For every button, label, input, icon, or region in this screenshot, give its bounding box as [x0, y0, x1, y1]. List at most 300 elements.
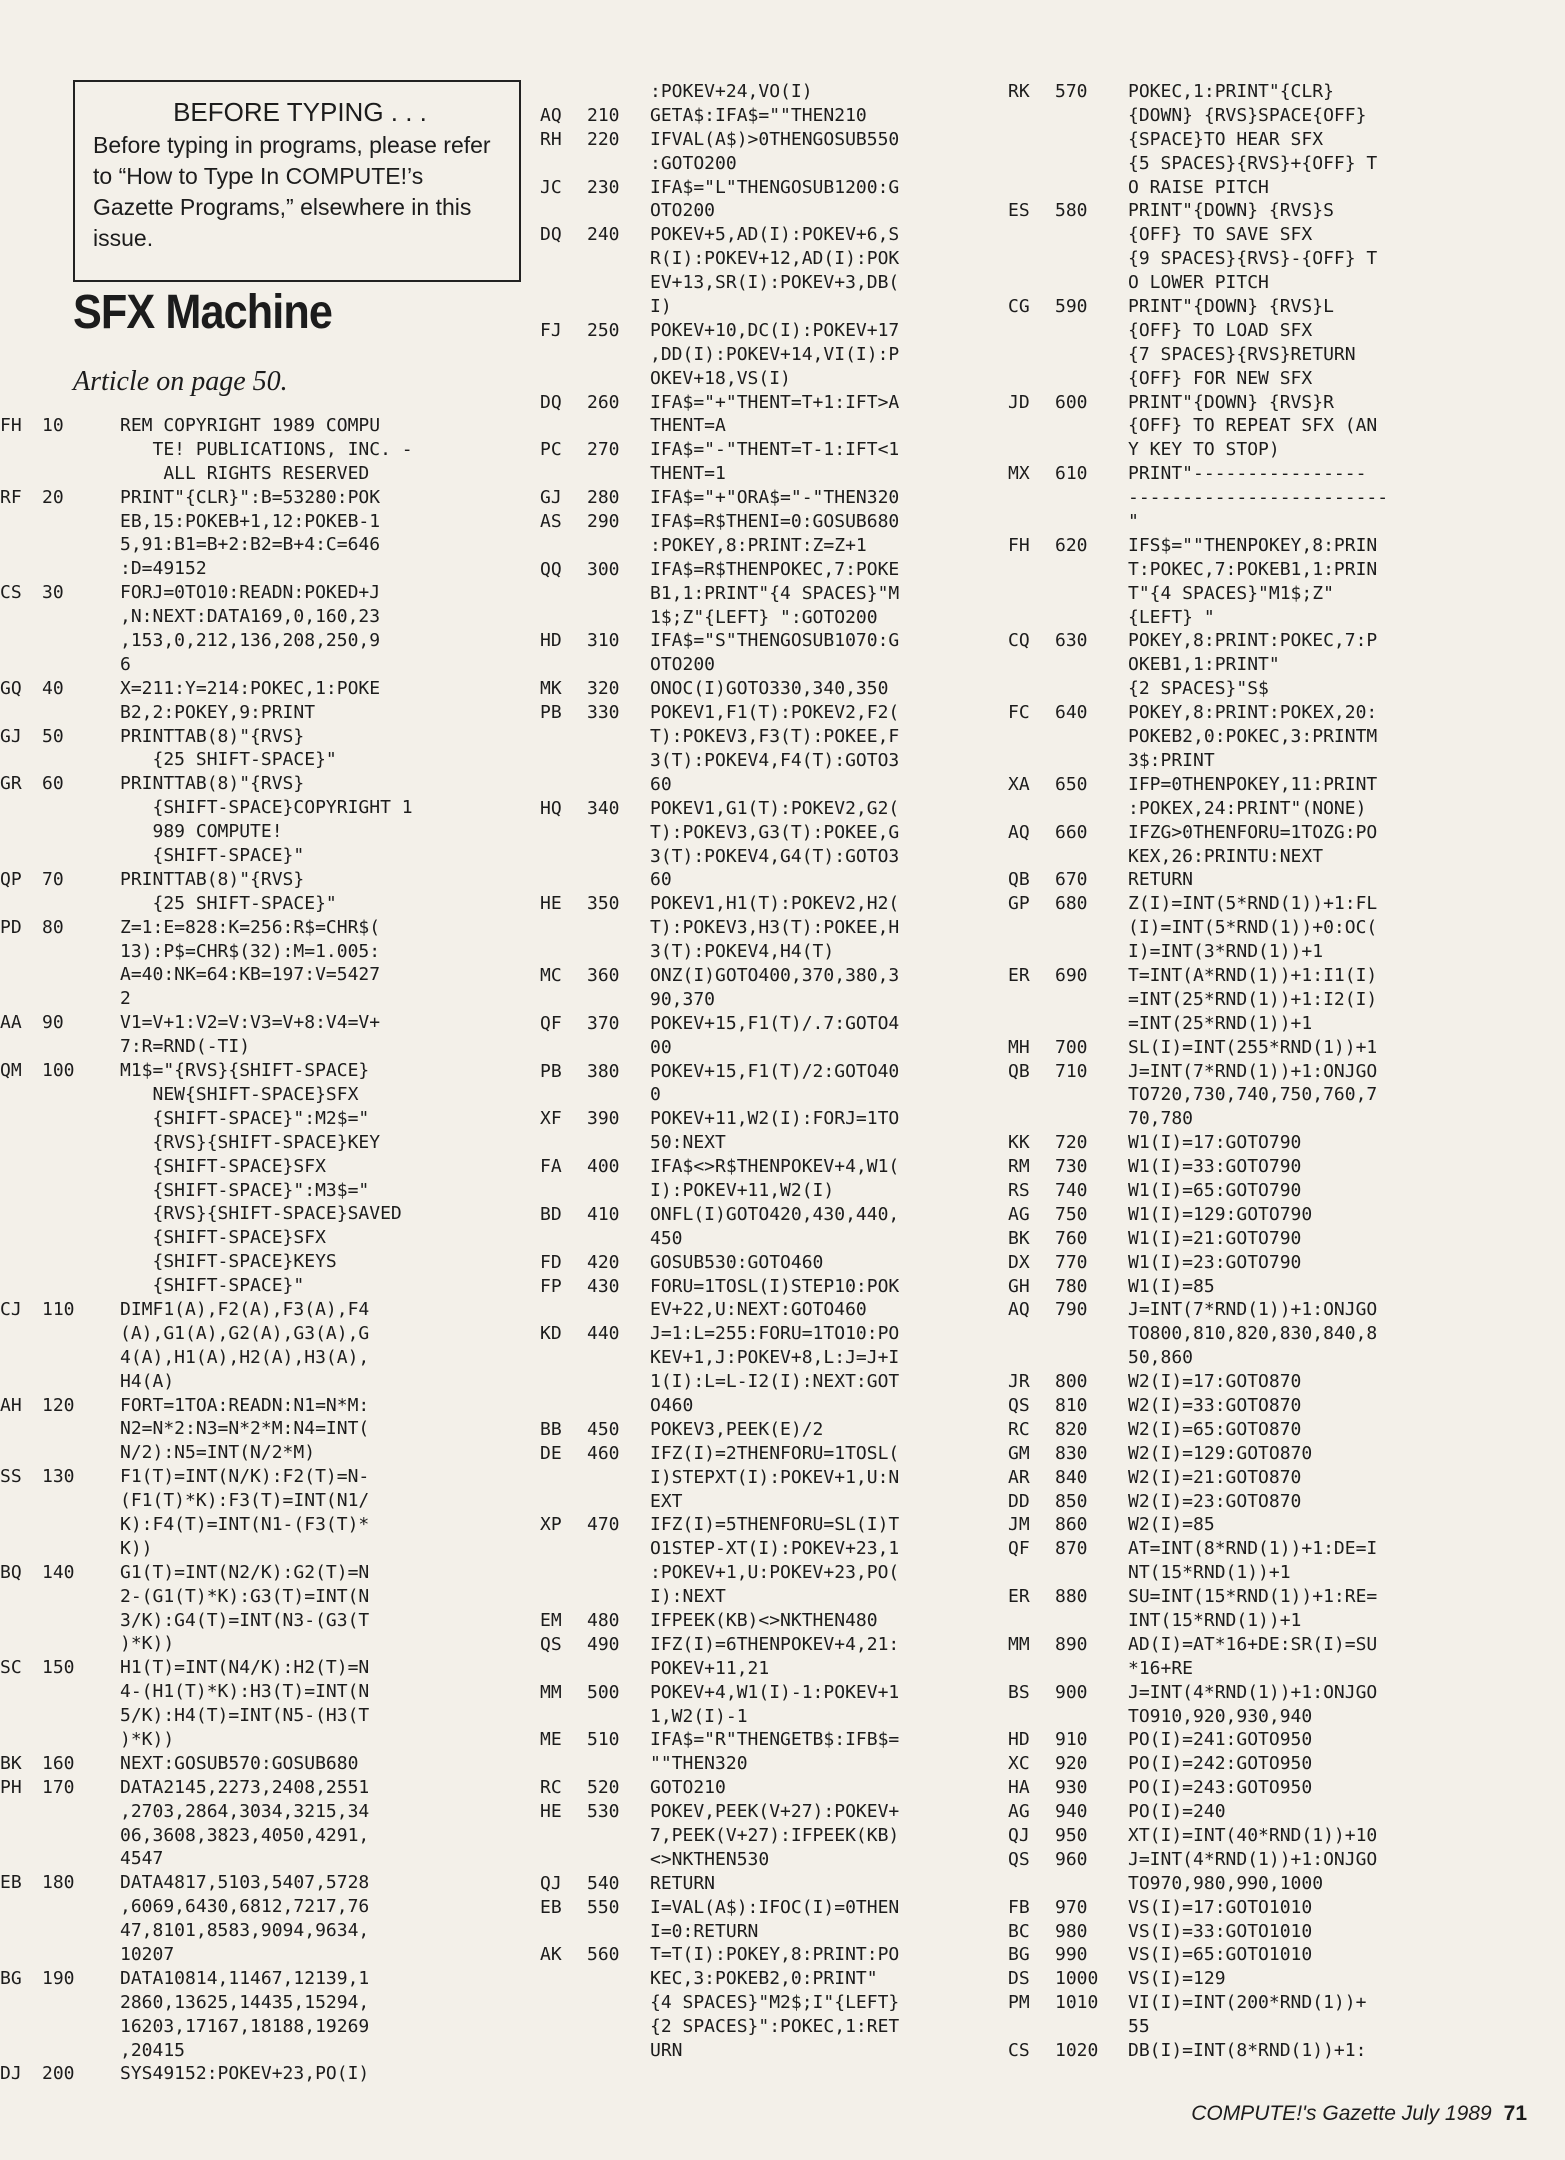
code-line — [1008, 988, 1565, 1012]
code-line — [540, 821, 1008, 845]
code-line — [1008, 1060, 1565, 1084]
line-number: 820 — [1055, 1418, 1088, 1440]
checksum-tag: EM — [540, 1610, 562, 1631]
code-line — [540, 629, 1008, 653]
code-text: PRINT"{DOWN} {RVS}L — [1128, 296, 1334, 318]
code-text: IFP=0THENPOKEY,11:PRINT — [1128, 773, 1378, 795]
code-line — [0, 844, 540, 868]
line-number: 740 — [1055, 1179, 1088, 1201]
code-text: (F1(T)*K):F3(T)=INT(N1/ — [120, 1490, 370, 1512]
code-listing — [0, 414, 540, 2086]
code-line — [0, 1370, 540, 1394]
code-line — [0, 940, 540, 964]
code-line — [0, 1585, 540, 1609]
code-line — [0, 868, 540, 892]
code-line — [0, 2039, 540, 2063]
code-line — [540, 797, 1008, 821]
line-number: 810 — [1055, 1394, 1088, 1416]
code-line — [540, 1346, 1008, 1370]
code-line — [540, 1466, 1008, 1490]
code-line — [0, 1250, 540, 1274]
line-number: 230 — [587, 176, 620, 198]
line-number: 480 — [587, 1610, 620, 1631]
code-line — [540, 1920, 1008, 1944]
code-text: 50,860 — [1128, 1347, 1194, 1369]
code-line — [540, 1943, 1008, 1967]
code-line — [540, 1824, 1008, 1848]
code-line — [1008, 414, 1565, 438]
code-line — [0, 1991, 540, 2015]
code-text: {DOWN} {RVS}SPACE{OFF} — [1128, 104, 1367, 126]
code-line — [1008, 1251, 1565, 1275]
code-text: VS(I)=33:GOTO1010 — [1128, 1920, 1313, 1942]
code-line — [540, 1896, 1008, 1920]
code-line — [1008, 1394, 1565, 1418]
code-line — [540, 2039, 1008, 2063]
line-number: 640 — [1055, 702, 1088, 724]
code-line — [540, 773, 1008, 797]
line-number: 80 — [42, 916, 64, 938]
checksum-tag: MH — [1008, 1036, 1030, 1058]
article-reference: Article on page 50. — [73, 366, 288, 397]
checksum-tag: BS — [1008, 1681, 1030, 1703]
code-text: (I)=INT(5*RND(1))+0:OC( — [1128, 917, 1378, 939]
code-text: ,DD(I):POKEV+14,VI(I):P — [650, 343, 900, 365]
code-text: 7:R=RND(-TI) — [120, 1036, 251, 1058]
code-text: TO970,980,990,1000 — [1128, 1872, 1324, 1894]
code-text: T"{4 SPACES}"M1$;Z" — [1128, 582, 1334, 604]
code-line — [0, 1131, 540, 1155]
checksum-tag: JR — [1008, 1371, 1030, 1393]
code-text: VS(I)=17:GOTO1010 — [1128, 1896, 1313, 1918]
line-number: 160 — [42, 1752, 75, 1774]
code-line — [540, 1370, 1008, 1394]
code-text: EXT — [650, 1490, 683, 1512]
code-text: IFVAL(A$)>0THENGOSUB550 — [650, 128, 900, 150]
code-line — [0, 2015, 540, 2039]
code-text: )*K)) — [120, 1728, 175, 1750]
code-line — [1008, 725, 1565, 749]
line-number: 930 — [1055, 1777, 1088, 1799]
code-line — [0, 772, 540, 796]
code-text: O1STEP-XT(I):POKEV+23,1 — [650, 1538, 900, 1560]
line-number: 390 — [587, 1108, 620, 1130]
code-line — [1008, 1322, 1565, 1346]
code-listing — [1008, 80, 1565, 2063]
code-text: H4(A) — [120, 1370, 175, 1392]
code-text: K):F4(T)=INT(N1-(F3(T)* — [120, 1513, 370, 1535]
checksum-tag: CS — [1008, 2040, 1030, 2062]
code-text: NEW{SHIFT-SPACE}SFX — [120, 1083, 359, 1105]
code-text: I):NEXT — [650, 1586, 726, 1608]
code-line — [1008, 2015, 1565, 2039]
code-text: {SPACE}TO HEAR SFX — [1128, 128, 1324, 150]
code-line — [0, 701, 540, 725]
code-text: {4 SPACES}"M2$;I"{LEFT} — [650, 1992, 900, 2014]
line-number: 260 — [587, 391, 620, 413]
code-line — [0, 1824, 540, 1848]
line-number: 600 — [1055, 391, 1088, 413]
code-text: =INT(25*RND(1))+1 — [1128, 1012, 1313, 1034]
code-text: {9 SPACES}{RVS}-{OFF} T — [1128, 248, 1378, 270]
code-line — [1008, 1513, 1565, 1537]
checksum-tag: FB — [1008, 1896, 1030, 1918]
code-line — [540, 1633, 1008, 1657]
checksum-tag: PD — [0, 916, 22, 938]
checksum-tag: CQ — [1008, 630, 1030, 652]
code-line — [0, 1632, 540, 1656]
code-text: 0 — [650, 1084, 661, 1106]
line-number: 950 — [1055, 1825, 1088, 1847]
checksum-tag: MM — [540, 1681, 562, 1703]
code-text: 60 — [650, 869, 672, 891]
code-line — [1008, 629, 1565, 653]
line-number: 130 — [42, 1466, 75, 1488]
code-text: W2(I)=17:GOTO870 — [1128, 1371, 1302, 1393]
code-text: 70,780 — [1128, 1108, 1194, 1130]
checksum-tag: AG — [1008, 1801, 1030, 1823]
checksum-tag: BQ — [0, 1561, 22, 1583]
checksum-tag: QJ — [1008, 1825, 1030, 1847]
code-line — [540, 1418, 1008, 1442]
line-number: 110 — [42, 1298, 75, 1320]
code-line — [540, 582, 1008, 606]
code-text: {5 SPACES}{RVS}+{OFF} T — [1128, 152, 1378, 174]
code-text: *16+RE — [1128, 1657, 1194, 1679]
code-line — [0, 1704, 540, 1728]
code-text: 60 — [650, 773, 672, 795]
code-text: J=INT(4*RND(1))+1:ONJGO — [1128, 1681, 1378, 1703]
code-line — [1008, 1012, 1565, 1036]
code-line — [1008, 1848, 1565, 1872]
code-line — [1008, 1203, 1565, 1227]
code-text: SL(I)=INT(255*RND(1))+1 — [1128, 1036, 1378, 1058]
code-line — [0, 1537, 540, 1561]
checksum-tag: AK — [540, 1944, 562, 1966]
line-number: 270 — [587, 439, 620, 461]
checksum-tag: MM — [1008, 1633, 1030, 1655]
line-number: 300 — [587, 558, 620, 580]
code-line — [1008, 1752, 1565, 1776]
code-text: W1(I)=85 — [1128, 1275, 1215, 1297]
line-number: 720 — [1055, 1132, 1088, 1154]
code-line — [1008, 176, 1565, 200]
code-line — [0, 1561, 540, 1585]
line-number: 60 — [42, 773, 64, 795]
code-text: 00 — [650, 1036, 672, 1058]
checksum-tag: AQ — [540, 104, 562, 126]
code-line — [1008, 486, 1565, 510]
code-line — [1008, 1155, 1565, 1179]
code-text: NEXT:GOSUB570:GOSUB680 — [120, 1752, 359, 1774]
code-text: ,153,0,212,136,208,250,9 — [120, 630, 381, 652]
checksum-tag: BB — [540, 1418, 562, 1440]
code-line — [1008, 1967, 1565, 1991]
code-line — [540, 1083, 1008, 1107]
code-line — [0, 1322, 540, 1346]
code-text: W2(I)=129:GOTO870 — [1128, 1442, 1313, 1464]
code-line — [540, 1681, 1008, 1705]
code-line — [0, 1919, 540, 1943]
code-line — [540, 343, 1008, 367]
checksum-tag: DQ — [540, 224, 562, 246]
code-text: 90,370 — [650, 988, 716, 1010]
code-text: {OFF} TO SAVE SFX — [1128, 224, 1313, 246]
checksum-tag: HD — [1008, 1729, 1030, 1751]
code-line — [0, 414, 540, 438]
code-line — [540, 1537, 1008, 1561]
code-text: J=INT(7*RND(1))+1:ONJGO — [1128, 1299, 1378, 1321]
code-line — [0, 1274, 540, 1298]
code-line — [1008, 677, 1565, 701]
code-text: POKEY,8:PRINT:POKEC,7:P — [1128, 630, 1378, 652]
code-line — [0, 1298, 540, 1322]
line-number: 120 — [42, 1394, 75, 1416]
code-text: Z(I)=INT(5*RND(1))+1:FL — [1128, 893, 1378, 915]
code-line — [540, 1322, 1008, 1346]
checksum-tag: MK — [540, 678, 562, 700]
code-text: POKEC,1:PRINT"{CLR} — [1128, 81, 1334, 102]
code-text: IFA$="L"THENGOSUB1200:G — [650, 176, 900, 198]
line-number: 510 — [587, 1729, 620, 1751]
code-line — [1008, 1920, 1565, 1944]
code-text: )*K)) — [120, 1633, 175, 1655]
code-text: X=211:Y=214:POKEC,1:POKE — [120, 677, 381, 699]
code-line — [540, 1752, 1008, 1776]
code-line — [540, 845, 1008, 869]
code-text: ONFL(I)GOTO420,430,440, — [650, 1203, 900, 1225]
code-text: DIMF1(A),F2(A),F3(A),F4 — [120, 1298, 370, 1320]
code-text: {25 SHIFT-SPACE}" — [120, 892, 337, 914]
checksum-tag: RC — [1008, 1418, 1030, 1440]
line-number: 960 — [1055, 1848, 1088, 1870]
code-line — [540, 1490, 1008, 1514]
checksum-tag: PB — [540, 1060, 562, 1082]
code-text: {OFF} TO REPEAT SFX (AN — [1128, 415, 1378, 437]
code-line — [1008, 1466, 1565, 1490]
code-line — [1008, 1824, 1565, 1848]
code-text: 1(I):L=L-I2(I):NEXT:GOT — [650, 1371, 900, 1393]
line-number: 940 — [1055, 1801, 1088, 1823]
code-text: T):POKEV3,H3(T):POKEE,H — [650, 917, 900, 939]
code-line — [1008, 223, 1565, 247]
line-number: 30 — [42, 582, 64, 604]
code-text: H1(T)=INT(N4/K):H2(T)=N — [120, 1657, 370, 1679]
code-text: {2 SPACES}"S$ — [1128, 678, 1269, 700]
line-number: 700 — [1055, 1036, 1088, 1058]
checksum-tag: HE — [540, 1801, 562, 1823]
line-number: 220 — [587, 128, 620, 150]
checksum-tag: PB — [540, 702, 562, 724]
line-number: 460 — [587, 1442, 620, 1464]
checksum-tag: KD — [540, 1323, 562, 1345]
code-line — [540, 606, 1008, 630]
line-number: 750 — [1055, 1203, 1088, 1225]
code-line — [540, 749, 1008, 773]
code-text: DATA2145,2273,2408,2551 — [120, 1776, 370, 1798]
code-line — [1008, 2039, 1565, 2063]
checksum-tag: SS — [0, 1466, 22, 1488]
checksum-tag: DD — [1008, 1490, 1030, 1512]
code-text: 47,8101,8583,9094,9634, — [120, 1920, 370, 1942]
code-line — [1008, 271, 1565, 295]
code-line — [540, 80, 1008, 104]
checksum-tag: QS — [1008, 1848, 1030, 1870]
checksum-tag: CJ — [0, 1298, 22, 1320]
code-line — [540, 534, 1008, 558]
code-text: (A),G1(A),G2(A),G3(A),G — [120, 1322, 370, 1344]
line-number: 210 — [587, 104, 620, 126]
code-line — [0, 1489, 540, 1513]
line-number: 360 — [587, 964, 620, 986]
code-text: 50:NEXT — [650, 1132, 726, 1154]
code-text: KEC,3:POKEB2,0:PRINT" — [650, 1968, 878, 1990]
code-text: ,N:NEXT:DATA169,0,160,23 — [120, 606, 381, 628]
code-line — [1008, 1776, 1565, 1800]
line-number: 990 — [1055, 1944, 1088, 1966]
code-line — [1008, 128, 1565, 152]
code-line — [0, 963, 540, 987]
before-typing-box — [73, 80, 521, 282]
code-text: {SHIFT-SPACE}SFX — [120, 1227, 326, 1249]
code-line — [0, 1800, 540, 1824]
code-text: VS(I)=65:GOTO1010 — [1128, 1944, 1313, 1966]
code-line — [0, 629, 540, 653]
code-text: ,20415 — [120, 2039, 186, 2061]
code-text: DB(I)=INT(8*RND(1))+1: — [1128, 2040, 1367, 2062]
line-number: 1000 — [1055, 1968, 1099, 1990]
code-text: IFA$<>R$THENPOKEV+4,W1( — [650, 1156, 900, 1178]
code-line — [540, 1609, 1008, 1633]
code-text: 2 — [120, 988, 131, 1010]
code-line — [1008, 247, 1565, 271]
code-line — [0, 486, 540, 510]
code-line — [540, 152, 1008, 176]
code-line — [1008, 1943, 1565, 1967]
line-number: 330 — [587, 702, 620, 724]
checksum-tag: BD — [540, 1203, 562, 1225]
code-text: FORU=1TOSL(I)STEP10:POK — [650, 1275, 900, 1297]
code-line — [540, 1513, 1008, 1537]
code-text: PRINTTAB(8)"{RVS} — [120, 725, 305, 747]
code-line — [540, 319, 1008, 343]
code-line — [540, 558, 1008, 582]
code-text: 3(T):POKEV4,F4(T):GOTO3 — [650, 749, 900, 771]
code-line — [0, 1895, 540, 1919]
code-line — [1008, 104, 1565, 128]
code-text: T:POKEC,7:POKEB1,1:PRIN — [1128, 558, 1378, 580]
code-text: W1(I)=129:GOTO790 — [1128, 1203, 1313, 1225]
line-number: 440 — [587, 1323, 620, 1345]
code-text: W1(I)=65:GOTO790 — [1128, 1179, 1302, 1201]
code-text: M1$="{RVS}{SHIFT-SPACE} — [120, 1060, 370, 1082]
checksum-tag: GJ — [540, 487, 562, 509]
line-number: 420 — [587, 1251, 620, 1273]
code-text: FORJ=0TO10:READN:POKED+J — [120, 582, 381, 604]
checksum-tag: QF — [540, 1012, 562, 1034]
code-line — [540, 247, 1008, 271]
line-number: 540 — [587, 1872, 620, 1894]
checksum-tag: GM — [1008, 1442, 1030, 1464]
code-line — [1008, 1179, 1565, 1203]
code-line — [1008, 749, 1565, 773]
code-text: 3/K):G4(T)=INT(N3-(G3(T — [120, 1609, 370, 1631]
code-text: 06,3608,3823,4050,4291, — [120, 1824, 370, 1846]
checksum-tag: QS — [1008, 1394, 1030, 1416]
code-line — [540, 1442, 1008, 1466]
box-body: Before typing in programs, please refer to “How to Type In COMPUTE!’s Gazette Programs,” elsewhere in this issue. — [93, 132, 491, 251]
code-line — [1008, 964, 1565, 988]
code-text: POKEY,8:PRINT:POKEX,20: — [1128, 702, 1378, 724]
code-text: T):POKEV3,F3(T):POKEE,F — [650, 726, 900, 748]
code-line — [0, 820, 540, 844]
line-number: 830 — [1055, 1442, 1088, 1464]
checksum-tag: HE — [540, 893, 562, 915]
line-number: 10 — [42, 415, 64, 436]
code-text: IFPEEK(KB)<>NKTHEN480 — [650, 1610, 878, 1631]
code-text: W2(I)=85 — [1128, 1514, 1215, 1536]
code-text: I=VAL(A$):IFOC(I)=0THEN — [650, 1896, 900, 1918]
line-number: 730 — [1055, 1156, 1088, 1178]
line-number: 890 — [1055, 1633, 1088, 1655]
code-text: TO720,730,740,750,760,7 — [1128, 1084, 1378, 1106]
line-number: 570 — [1055, 81, 1088, 102]
code-line — [540, 1800, 1008, 1824]
line-number: 620 — [1055, 534, 1088, 556]
code-line — [0, 748, 540, 772]
checksum-tag: AG — [1008, 1203, 1030, 1225]
code-text: IFS$=""THENPOKEY,8:PRIN — [1128, 534, 1378, 556]
checksum-tag: CG — [1008, 296, 1030, 318]
code-text: :POKEV+1,U:POKEV+23,PO( — [650, 1562, 900, 1584]
line-number: 670 — [1055, 869, 1088, 891]
code-line — [540, 653, 1008, 677]
checksum-tag: RH — [540, 128, 562, 150]
checksum-tag: QQ — [540, 558, 562, 580]
code-line — [540, 1131, 1008, 1155]
line-number: 100 — [42, 1060, 75, 1082]
code-text: OTO200 — [650, 654, 716, 676]
code-text: 3$:PRINT — [1128, 749, 1215, 771]
code-line — [0, 557, 540, 581]
checksum-tag: BK — [1008, 1227, 1030, 1249]
code-text: ,2703,2864,3034,3215,34 — [120, 1800, 370, 1822]
checksum-tag: EB — [540, 1896, 562, 1918]
checksum-tag: SC — [0, 1657, 22, 1679]
code-text: KEV+1,J:POKEV+8,L:J=J+I — [650, 1347, 900, 1369]
line-number: 1020 — [1055, 2040, 1099, 2062]
code-text: O RAISE PITCH — [1128, 176, 1269, 198]
code-text: IFA$="+"ORA$="-"THEN320 — [650, 487, 900, 509]
code-line — [540, 462, 1008, 486]
code-line — [540, 1657, 1008, 1681]
page-number: 71 — [1503, 2102, 1527, 2125]
code-line — [540, 988, 1008, 1012]
code-line — [1008, 558, 1565, 582]
code-text: B1,1:PRINT"{4 SPACES}"M — [650, 582, 900, 604]
code-line — [1008, 1370, 1565, 1394]
line-number: 660 — [1055, 821, 1088, 843]
code-line — [540, 223, 1008, 247]
code-line — [0, 1202, 540, 1226]
code-line — [540, 391, 1008, 415]
code-line — [1008, 1107, 1565, 1131]
code-text: ,6069,6430,6812,7217,76 — [120, 1896, 370, 1918]
code-text: J=INT(4*RND(1))+1:ONJGO — [1128, 1848, 1378, 1870]
code-text: 16203,17167,18188,19269 — [120, 2015, 370, 2037]
code-text: IFZ(I)=5THENFORU=SL(I)T — [650, 1514, 900, 1536]
code-text: {2 SPACES}":POKEC,1:RET — [650, 2016, 900, 2038]
